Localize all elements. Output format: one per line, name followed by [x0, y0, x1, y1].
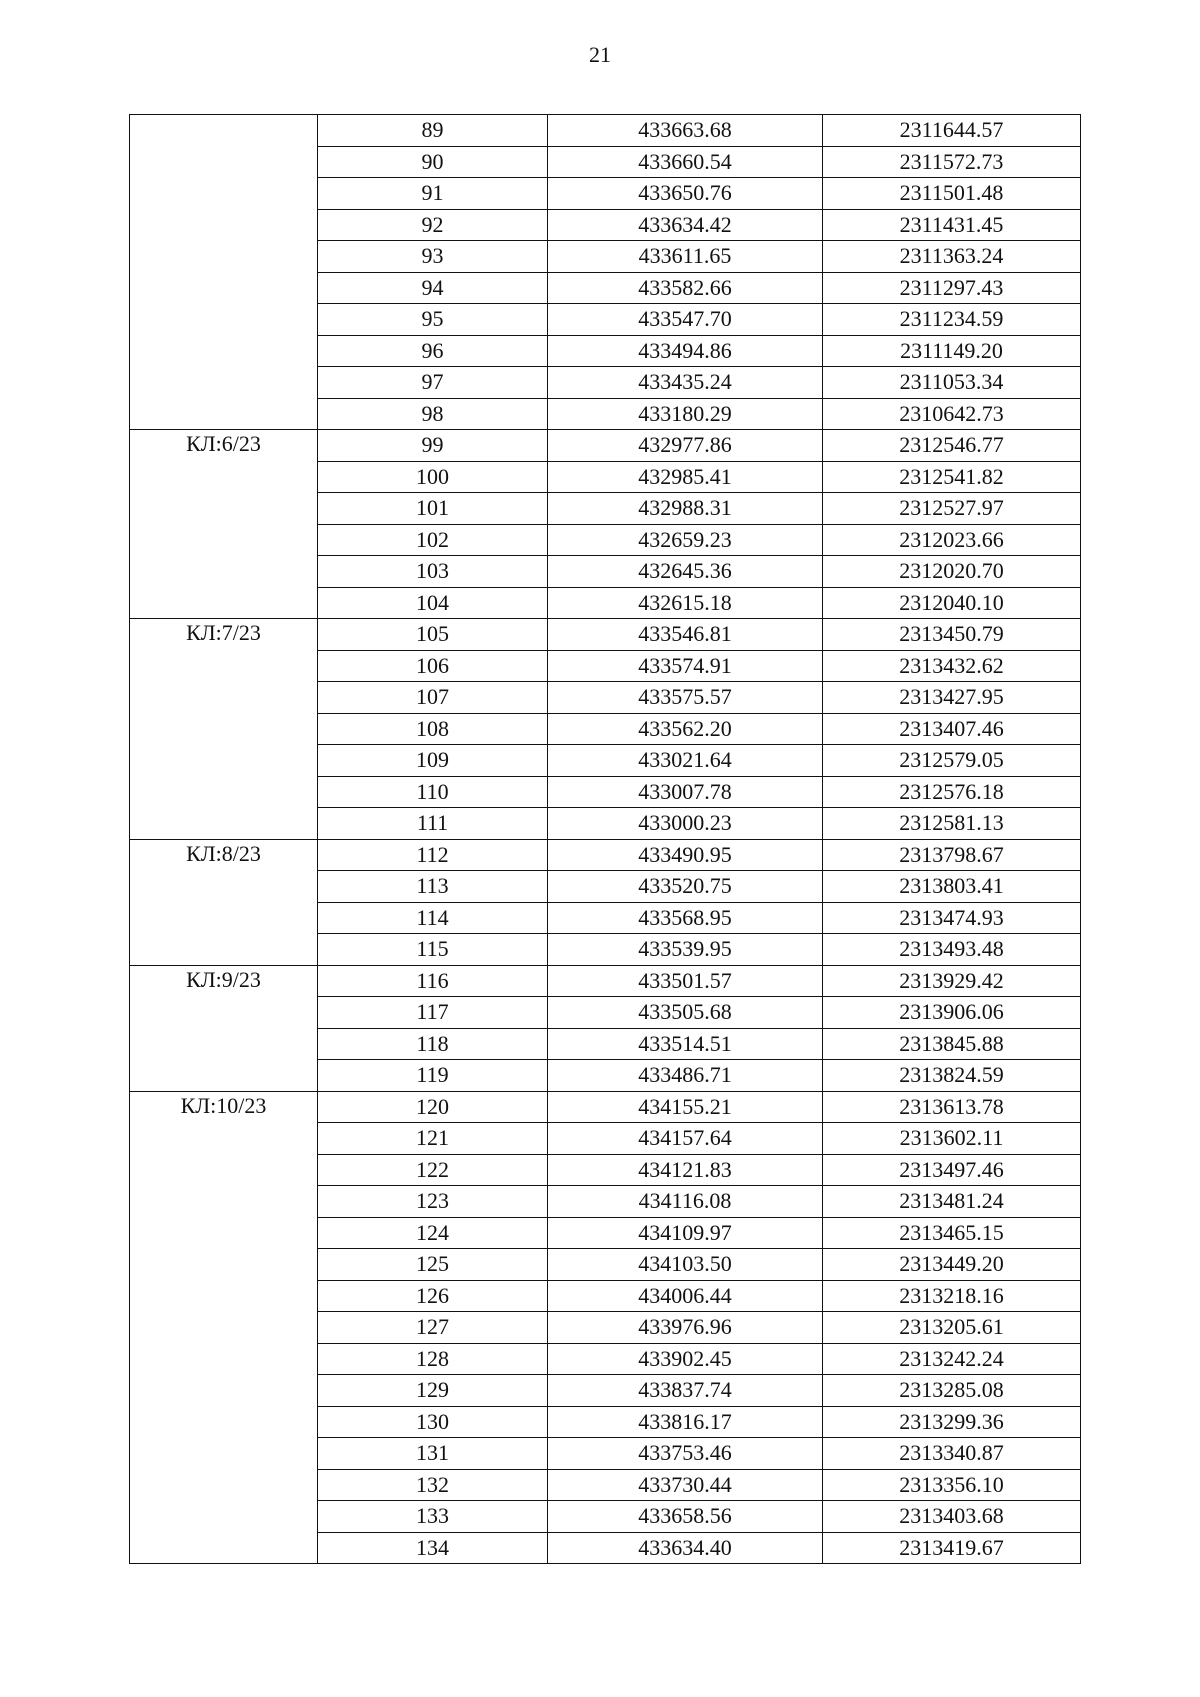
point-number-cell: 109 — [318, 745, 548, 777]
table-row — [130, 1091, 1081, 1123]
y-coordinate-cell: 2313285.08 — [823, 1375, 1081, 1407]
point-number-cell: 114 — [318, 902, 548, 934]
x-coordinate-cell: 433539.95 — [548, 934, 823, 966]
y-coordinate-cell: 2313356.10 — [823, 1469, 1081, 1501]
table-row — [130, 965, 1081, 997]
y-coordinate-cell: 2312579.05 — [823, 745, 1081, 777]
point-number-cell: 132 — [318, 1469, 548, 1501]
group-label-cell — [130, 115, 318, 430]
x-coordinate-cell: 434103.50 — [548, 1249, 823, 1281]
x-coordinate-cell: 434109.97 — [548, 1217, 823, 1249]
y-coordinate-cell: 2313449.20 — [823, 1249, 1081, 1281]
y-coordinate-cell: 2313450.79 — [823, 619, 1081, 651]
x-coordinate-cell: 434121.83 — [548, 1154, 823, 1186]
point-number-cell: 108 — [318, 713, 548, 745]
point-number-cell: 111 — [318, 808, 548, 840]
y-coordinate-cell: 2312023.66 — [823, 524, 1081, 556]
x-coordinate-cell: 433180.29 — [548, 398, 823, 430]
point-number-cell: 110 — [318, 776, 548, 808]
x-coordinate-cell: 433520.75 — [548, 871, 823, 903]
x-coordinate-cell: 433501.57 — [548, 965, 823, 997]
y-coordinate-cell: 2311053.34 — [823, 367, 1081, 399]
x-coordinate-cell: 433514.51 — [548, 1028, 823, 1060]
x-coordinate-cell: 434157.64 — [548, 1123, 823, 1155]
x-coordinate-cell: 432985.41 — [548, 461, 823, 493]
point-number-cell: 123 — [318, 1186, 548, 1218]
point-number-cell: 92 — [318, 209, 548, 241]
y-coordinate-cell: 2311572.73 — [823, 146, 1081, 178]
x-coordinate-cell: 432659.23 — [548, 524, 823, 556]
x-coordinate-cell: 433634.42 — [548, 209, 823, 241]
x-coordinate-cell: 433505.68 — [548, 997, 823, 1029]
point-number-cell: 124 — [318, 1217, 548, 1249]
y-coordinate-cell: 2311149.20 — [823, 335, 1081, 367]
x-coordinate-cell: 433976.96 — [548, 1312, 823, 1344]
x-coordinate-cell: 433021.64 — [548, 745, 823, 777]
x-coordinate-cell: 433000.23 — [548, 808, 823, 840]
x-coordinate-cell: 432988.31 — [548, 493, 823, 525]
x-coordinate-cell: 433660.54 — [548, 146, 823, 178]
point-number-cell: 119 — [318, 1060, 548, 1092]
point-number-cell: 97 — [318, 367, 548, 399]
x-coordinate-cell: 433574.91 — [548, 650, 823, 682]
point-number-cell: 91 — [318, 178, 548, 210]
table-row — [130, 619, 1081, 651]
point-number-cell: 127 — [318, 1312, 548, 1344]
x-coordinate-cell: 433547.70 — [548, 304, 823, 336]
x-coordinate-cell: 433650.76 — [548, 178, 823, 210]
y-coordinate-cell: 2312541.82 — [823, 461, 1081, 493]
y-coordinate-cell: 2311644.57 — [823, 115, 1081, 147]
x-coordinate-cell: 432977.86 — [548, 430, 823, 462]
y-coordinate-cell: 2313906.06 — [823, 997, 1081, 1029]
y-coordinate-cell: 2313242.24 — [823, 1343, 1081, 1375]
point-number-cell: 93 — [318, 241, 548, 273]
y-coordinate-cell: 2311363.24 — [823, 241, 1081, 273]
table-row — [130, 839, 1081, 871]
x-coordinate-cell: 433753.46 — [548, 1438, 823, 1470]
point-number-cell: 129 — [318, 1375, 548, 1407]
point-number-cell: 99 — [318, 430, 548, 462]
point-number-cell: 128 — [318, 1343, 548, 1375]
x-coordinate-cell: 434155.21 — [548, 1091, 823, 1123]
y-coordinate-cell: 2313403.68 — [823, 1501, 1081, 1533]
y-coordinate-cell: 2313474.93 — [823, 902, 1081, 934]
group-label-cell: КЛ:9/23 — [130, 965, 318, 1091]
y-coordinate-cell: 2313465.15 — [823, 1217, 1081, 1249]
group-label-cell: КЛ:6/23 — [130, 430, 318, 619]
x-coordinate-cell: 433816.17 — [548, 1406, 823, 1438]
y-coordinate-cell: 2313432.62 — [823, 650, 1081, 682]
point-number-cell: 112 — [318, 839, 548, 871]
point-number-cell: 96 — [318, 335, 548, 367]
x-coordinate-cell: 432615.18 — [548, 587, 823, 619]
y-coordinate-cell: 2313481.24 — [823, 1186, 1081, 1218]
point-number-cell: 89 — [318, 115, 548, 147]
point-number-cell: 103 — [318, 556, 548, 588]
x-coordinate-cell: 433582.66 — [548, 272, 823, 304]
x-coordinate-cell: 433730.44 — [548, 1469, 823, 1501]
point-number-cell: 98 — [318, 398, 548, 430]
y-coordinate-cell: 2312576.18 — [823, 776, 1081, 808]
y-coordinate-cell: 2313407.46 — [823, 713, 1081, 745]
x-coordinate-cell: 433494.86 — [548, 335, 823, 367]
y-coordinate-cell: 2313419.67 — [823, 1532, 1081, 1564]
y-coordinate-cell: 2313929.42 — [823, 965, 1081, 997]
x-coordinate-cell: 433837.74 — [548, 1375, 823, 1407]
y-coordinate-cell: 2311501.48 — [823, 178, 1081, 210]
point-number-cell: 100 — [318, 461, 548, 493]
x-coordinate-cell: 433007.78 — [548, 776, 823, 808]
group-label-cell: КЛ:10/23 — [130, 1091, 318, 1564]
coordinates-table-body — [130, 115, 1081, 1564]
y-coordinate-cell: 2313340.87 — [823, 1438, 1081, 1470]
y-coordinate-cell: 2312040.10 — [823, 587, 1081, 619]
y-coordinate-cell: 2311297.43 — [823, 272, 1081, 304]
point-number-cell: 90 — [318, 146, 548, 178]
y-coordinate-cell: 2312527.97 — [823, 493, 1081, 525]
point-number-cell: 107 — [318, 682, 548, 714]
y-coordinate-cell: 2313205.61 — [823, 1312, 1081, 1344]
x-coordinate-cell: 434006.44 — [548, 1280, 823, 1312]
y-coordinate-cell: 2310642.73 — [823, 398, 1081, 430]
y-coordinate-cell: 2313798.67 — [823, 839, 1081, 871]
y-coordinate-cell: 2313299.36 — [823, 1406, 1081, 1438]
x-coordinate-cell: 433575.57 — [548, 682, 823, 714]
point-number-cell: 120 — [318, 1091, 548, 1123]
y-coordinate-cell: 2313803.41 — [823, 871, 1081, 903]
x-coordinate-cell: 433490.95 — [548, 839, 823, 871]
coordinates-table — [129, 114, 1081, 1564]
x-coordinate-cell: 432645.36 — [548, 556, 823, 588]
point-number-cell: 113 — [318, 871, 548, 903]
table-row — [130, 115, 1081, 147]
point-number-cell: 121 — [318, 1123, 548, 1155]
x-coordinate-cell: 433435.24 — [548, 367, 823, 399]
x-coordinate-cell: 433634.40 — [548, 1532, 823, 1564]
x-coordinate-cell: 433546.81 — [548, 619, 823, 651]
point-number-cell: 122 — [318, 1154, 548, 1186]
y-coordinate-cell: 2313602.11 — [823, 1123, 1081, 1155]
point-number-cell: 95 — [318, 304, 548, 336]
y-coordinate-cell: 2312546.77 — [823, 430, 1081, 462]
table-row — [130, 430, 1081, 462]
y-coordinate-cell: 2311431.45 — [823, 209, 1081, 241]
point-number-cell: 118 — [318, 1028, 548, 1060]
point-number-cell: 134 — [318, 1532, 548, 1564]
point-number-cell: 117 — [318, 997, 548, 1029]
point-number-cell: 125 — [318, 1249, 548, 1281]
point-number-cell: 104 — [318, 587, 548, 619]
group-label-cell: КЛ:8/23 — [130, 839, 318, 965]
x-coordinate-cell: 433663.68 — [548, 115, 823, 147]
group-label-cell: КЛ:7/23 — [130, 619, 318, 840]
point-number-cell: 106 — [318, 650, 548, 682]
x-coordinate-cell: 433611.65 — [548, 241, 823, 273]
y-coordinate-cell: 2312020.70 — [823, 556, 1081, 588]
page-number: 21 — [589, 42, 611, 67]
point-number-cell: 102 — [318, 524, 548, 556]
x-coordinate-cell: 433486.71 — [548, 1060, 823, 1092]
x-coordinate-cell: 433902.45 — [548, 1343, 823, 1375]
point-number-cell: 105 — [318, 619, 548, 651]
point-number-cell: 133 — [318, 1501, 548, 1533]
x-coordinate-cell: 433562.20 — [548, 713, 823, 745]
y-coordinate-cell: 2313427.95 — [823, 682, 1081, 714]
y-coordinate-cell: 2312581.13 — [823, 808, 1081, 840]
point-number-cell: 115 — [318, 934, 548, 966]
point-number-cell: 131 — [318, 1438, 548, 1470]
point-number-cell: 130 — [318, 1406, 548, 1438]
y-coordinate-cell: 2313218.16 — [823, 1280, 1081, 1312]
y-coordinate-cell: 2313613.78 — [823, 1091, 1081, 1123]
point-number-cell: 126 — [318, 1280, 548, 1312]
point-number-cell: 116 — [318, 965, 548, 997]
point-number-cell: 101 — [318, 493, 548, 525]
y-coordinate-cell: 2313845.88 — [823, 1028, 1081, 1060]
x-coordinate-cell: 433658.56 — [548, 1501, 823, 1533]
y-coordinate-cell: 2313497.46 — [823, 1154, 1081, 1186]
point-number-cell: 94 — [318, 272, 548, 304]
y-coordinate-cell: 2313493.48 — [823, 934, 1081, 966]
x-coordinate-cell: 433568.95 — [548, 902, 823, 934]
x-coordinate-cell: 434116.08 — [548, 1186, 823, 1218]
y-coordinate-cell: 2313824.59 — [823, 1060, 1081, 1092]
y-coordinate-cell: 2311234.59 — [823, 304, 1081, 336]
